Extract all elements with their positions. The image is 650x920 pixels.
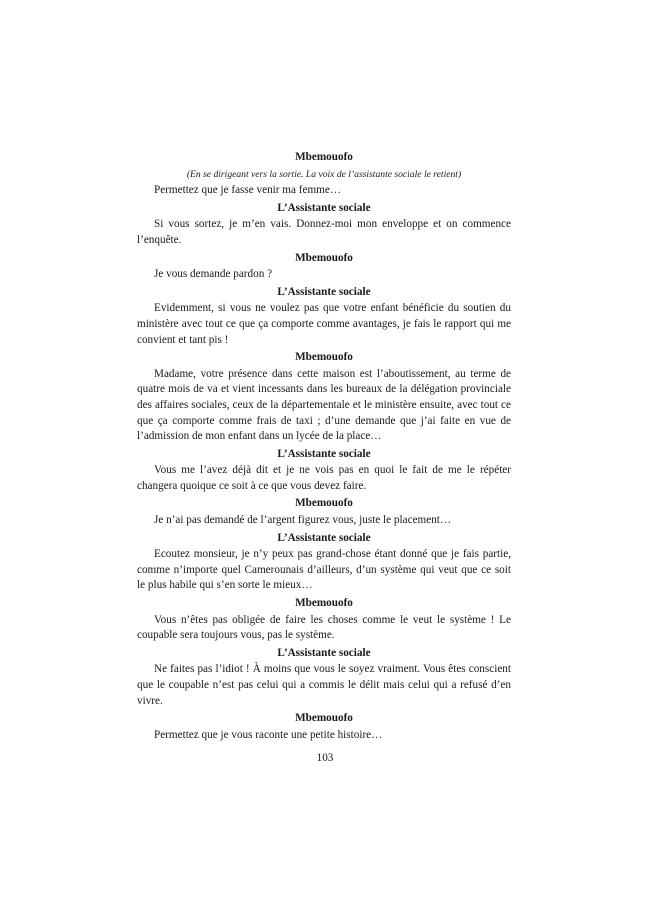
speaker-name: Mbemouofo: [295, 351, 353, 364]
dialogue-line: Vous n’êtes pas obligée de faire les choses comme le veut le système ! Le coupable sera toujours vous, pas le système.: [137, 613, 511, 642]
speaker-name: L’Assistante sociale: [277, 447, 371, 460]
speaker-name: L’Assistante sociale: [277, 531, 371, 544]
dialogue-line: Madame, votre présence dans cette maison est l’aboutissement, au terme de quatre mois de va et vient incessants dans les bureaux de la délégation provinciale des affaires sociales, ceux de la départementale et le ministère ensuite, avec tout ce que ça comporte comme frais de taxi ; d’une demande que j’ai faite en vue de l’admission de mon enfant dans un lycée de la place…: [137, 367, 511, 443]
dialogue-line: Je n’ai pas demandé de l’argent figurez vous, juste le placement…: [154, 514, 452, 527]
dialogue-line: Si vous sortez, je m’en vais. Donnez-moi mon enveloppe et on commence l’enquête.: [137, 218, 511, 246]
speaker-name: Mbemouofo: [295, 251, 353, 264]
stage-direction: (En se dirigeant vers la sortie. La voix de l’assistante sociale le retient): [186, 168, 462, 180]
dialogue-line: Ne faites pas l’idiot ! À moins que vous le soyez vraiment. Vous êtes conscient que le coupable n’est pas celui qui a commis le délit mais celui qui a refusé d’en vivre.: [137, 663, 511, 707]
dialogue-line: Permettez que je fasse venir ma femme…: [154, 184, 342, 197]
speaker-name: L’Assistante sociale: [277, 201, 371, 214]
page-number: 103: [316, 752, 334, 764]
speaker-name: Mbemouofo: [295, 712, 353, 725]
speaker-name: Mbemouofo: [295, 151, 353, 163]
page-body: [137, 149, 511, 744]
speaker-name: L’Assistante sociale: [277, 646, 371, 659]
speaker-name: Mbemouofo: [295, 497, 353, 510]
dialogue-line: Vous me l’avez déjà dit et je ne vois pas en quoi le fait de me le répéter changera quoique ce soit à ce que vous devez faire.: [137, 464, 511, 492]
speaker-name: Mbemouofo: [295, 597, 353, 610]
dialogue-line: Je vous demande pardon ?: [154, 268, 273, 281]
dialogue-line: Ecoutez monsieur, je n’y peux pas grand-chose étant donné que je fais partie, comme n’importe quel Camerounais d’ailleurs, d’un système qui veut que ce soit le plus habile qui s’en sorte le mieux…: [137, 548, 511, 592]
speaker-name: L’Assistante sociale: [277, 285, 371, 298]
dialogue-line: Evidemment, si vous ne voulez pas que votre enfant bénéficie du soutien du ministère avec tout ce que ça comporte comme avantages, je fais le rapport qui me convient et tant pis !: [137, 302, 511, 346]
dialogue-line: Permettez que je vous raconte une petite histoire…: [154, 728, 383, 741]
